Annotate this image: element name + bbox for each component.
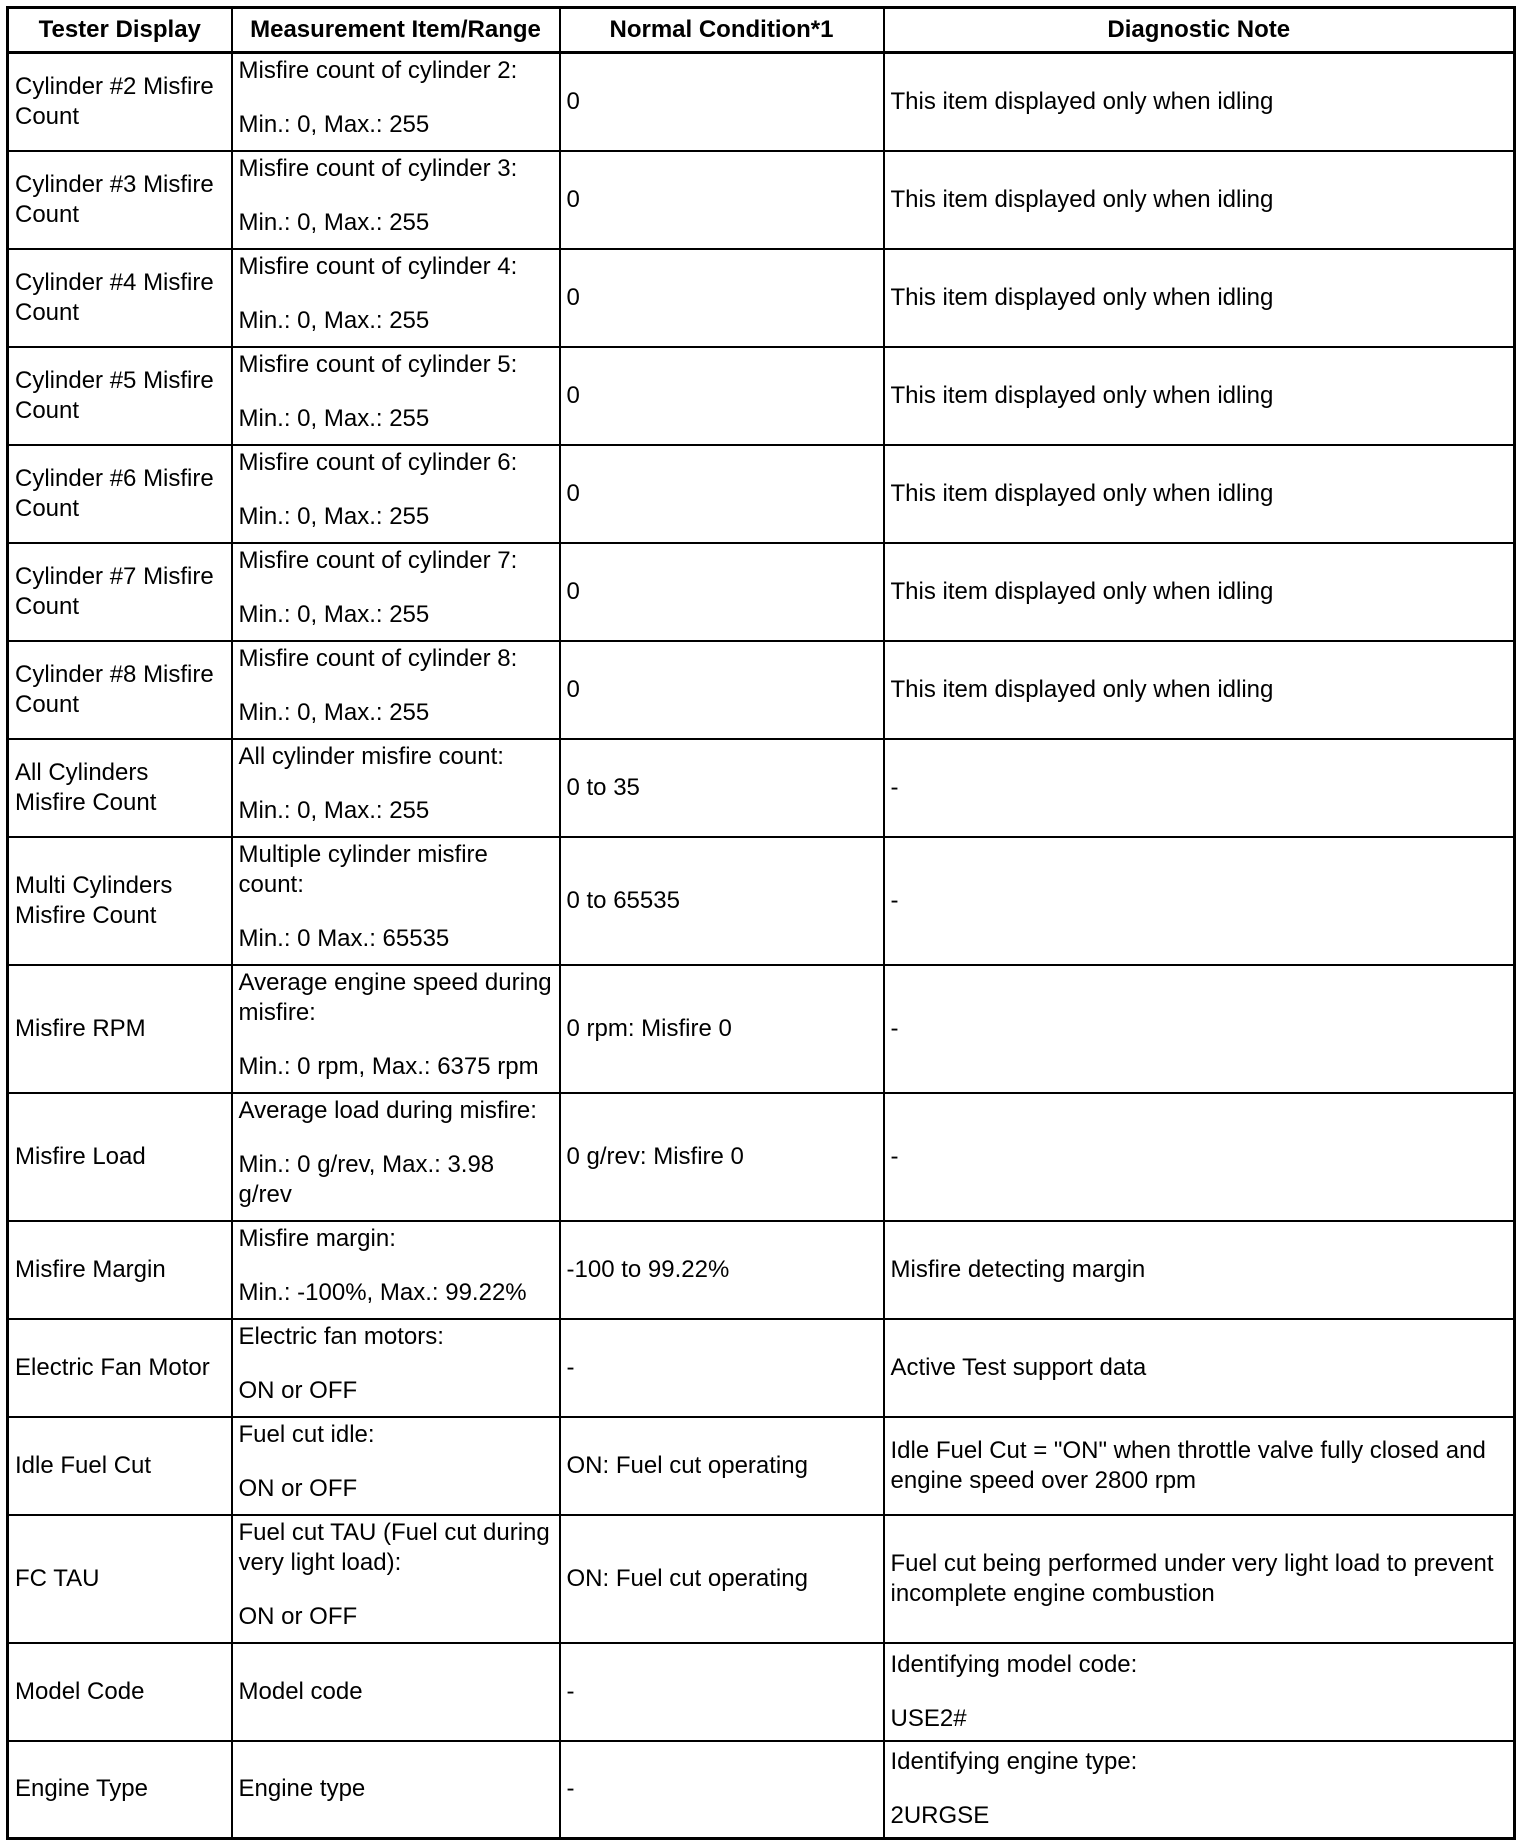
- line-gap: [239, 576, 553, 600]
- line-gap: [239, 1126, 553, 1150]
- line-gap: [891, 1777, 1508, 1801]
- cell-diagnostic-note: [884, 641, 1515, 739]
- range-line: Min.: 0, Max.: 255: [238, 306, 430, 334]
- range-line: Fuel cut idle:: [238, 1420, 375, 1448]
- range-line: Min.: 0 g/rev, Max.: 3.98 g/rev: [238, 1150, 495, 1208]
- cell-diagnostic-note: [884, 965, 1515, 1093]
- table-row: [8, 347, 1515, 445]
- line-gap: [239, 184, 553, 208]
- range-line: Misfire count of cylinder 8:: [238, 644, 518, 672]
- cell-tester-display: Cylinder #7 Misfire Count: [8, 543, 232, 641]
- range-line: All cylinder misfire count:: [238, 742, 504, 770]
- range-line: Average load during misfire:: [238, 1096, 537, 1124]
- range-line: Misfire count of cylinder 4:: [238, 252, 518, 280]
- line-gap: [239, 282, 553, 306]
- cell-tester-display: Cylinder #5 Misfire Count: [8, 347, 232, 445]
- cell-measurement-range: [232, 739, 560, 837]
- cell-normal-condition: 0: [560, 445, 884, 543]
- range-line: Min.: 0, Max.: 255: [238, 698, 430, 726]
- range-line: Min.: 0, Max.: 255: [238, 502, 430, 530]
- table-row: [8, 1093, 1515, 1221]
- range-line: Min.: 0, Max.: 255: [238, 600, 430, 628]
- cell-tester-display: Cylinder #8 Misfire Count: [8, 641, 232, 739]
- note-line: Identifying engine type:: [890, 1748, 1138, 1776]
- line-gap: [239, 1028, 553, 1052]
- cell-measurement-range: [232, 837, 560, 965]
- note-line: -: [890, 1142, 899, 1170]
- line-gap: [239, 1352, 553, 1376]
- cell-diagnostic-note: [884, 347, 1515, 445]
- cell-normal-condition: 0: [560, 151, 884, 249]
- table-row: [8, 53, 1515, 151]
- cell-diagnostic-note: [884, 1741, 1515, 1839]
- header-diagnostic-note: Diagnostic Note: [884, 8, 1515, 53]
- cell-normal-condition: 0: [560, 53, 884, 151]
- cell-measurement-range: [232, 641, 560, 739]
- note-line: -: [890, 773, 899, 801]
- note-line: This item displayed only when idling: [890, 381, 1274, 409]
- cell-normal-condition: 0: [560, 641, 884, 739]
- cell-normal-condition: 0: [560, 347, 884, 445]
- cell-diagnostic-note: [884, 1643, 1515, 1741]
- range-line: ON or OFF: [238, 1376, 358, 1404]
- cell-diagnostic-note: [884, 1515, 1515, 1643]
- cell-tester-display: Misfire Margin: [8, 1221, 232, 1319]
- cell-tester-display: Cylinder #4 Misfire Count: [8, 249, 232, 347]
- cell-normal-condition: -: [560, 1643, 884, 1741]
- cell-diagnostic-note: [884, 1319, 1515, 1417]
- cell-measurement-range: [232, 1093, 560, 1221]
- cell-measurement-range: [232, 151, 560, 249]
- table-row: [8, 249, 1515, 347]
- cell-normal-condition: 0 g/rev: Misfire 0: [560, 1093, 884, 1221]
- range-line: Min.: 0 Max.: 65535: [238, 924, 450, 952]
- cell-diagnostic-note: [884, 249, 1515, 347]
- cell-measurement-range: [232, 1417, 560, 1515]
- note-line: This item displayed only when idling: [890, 577, 1274, 605]
- cell-tester-display: Cylinder #6 Misfire Count: [8, 445, 232, 543]
- range-line: Average engine speed during misfire:: [238, 968, 552, 1026]
- range-line: Misfire count of cylinder 5:: [238, 350, 518, 378]
- table-row: [8, 965, 1515, 1093]
- range-line: Min.: 0, Max.: 255: [238, 208, 430, 236]
- range-line: Misfire count of cylinder 6:: [238, 448, 518, 476]
- header-normal-condition: Normal Condition*1: [560, 8, 884, 53]
- table-row: [8, 445, 1515, 543]
- table-row: [8, 641, 1515, 739]
- cell-tester-display: Idle Fuel Cut: [8, 1417, 232, 1515]
- cell-measurement-range: [232, 53, 560, 151]
- note-line: Idle Fuel Cut = "ON" when throttle valve fully closed and engine speed over 2800 rpm: [890, 1436, 1486, 1494]
- cell-tester-display: Electric Fan Motor: [8, 1319, 232, 1417]
- cell-measurement-range: [232, 249, 560, 347]
- cell-diagnostic-note: [884, 543, 1515, 641]
- line-gap: [239, 674, 553, 698]
- cell-diagnostic-note: [884, 445, 1515, 543]
- note-line: 2URGSE: [890, 1802, 990, 1830]
- line-gap: [891, 1680, 1508, 1704]
- cell-measurement-range: [232, 543, 560, 641]
- header-measurement: Measurement Item/Range: [232, 8, 560, 53]
- table-row: [8, 739, 1515, 837]
- table-row: [8, 1741, 1515, 1839]
- note-line: -: [890, 886, 899, 914]
- range-line: Misfire margin:: [238, 1224, 396, 1252]
- cell-tester-display: Multi Cylinders Misfire Count: [8, 837, 232, 965]
- cell-diagnostic-note: [884, 739, 1515, 837]
- range-line: Multiple cylinder misfire count:: [238, 840, 488, 898]
- cell-measurement-range: [232, 1643, 560, 1741]
- cell-measurement-range: [232, 445, 560, 543]
- line-gap: [239, 478, 553, 502]
- note-line: This item displayed only when idling: [890, 87, 1274, 115]
- note-line: Identifying model code:: [890, 1650, 1138, 1678]
- range-line: Fuel cut TAU (Fuel cut during very light load):: [238, 1518, 550, 1576]
- table-row: [8, 1515, 1515, 1643]
- cell-diagnostic-note: [884, 1417, 1515, 1515]
- cell-tester-display: Misfire Load: [8, 1093, 232, 1221]
- table-row: [8, 1221, 1515, 1319]
- range-line: Model code: [238, 1677, 363, 1705]
- cell-tester-display: Cylinder #2 Misfire Count: [8, 53, 232, 151]
- cell-tester-display: Misfire RPM: [8, 965, 232, 1093]
- cell-tester-display: Engine Type: [8, 1741, 232, 1839]
- tester-data-table: [6, 6, 1516, 1840]
- cell-measurement-range: [232, 965, 560, 1093]
- note-line: Misfire detecting margin: [890, 1255, 1146, 1283]
- range-line: Min.: 0, Max.: 255: [238, 404, 430, 432]
- cell-tester-display: All Cylinders Misfire Count: [8, 739, 232, 837]
- line-gap: [239, 1450, 553, 1474]
- range-line: Min.: 0 rpm, Max.: 6375 rpm: [238, 1052, 539, 1080]
- cell-normal-condition: 0 to 35: [560, 739, 884, 837]
- range-line: Min.: 0, Max.: 255: [238, 796, 430, 824]
- cell-normal-condition: ON: Fuel cut operating: [560, 1417, 884, 1515]
- range-line: Min.: 0, Max.: 255: [238, 111, 430, 138]
- cell-measurement-range: [232, 1221, 560, 1319]
- range-line: ON or OFF: [238, 1474, 358, 1502]
- cell-diagnostic-note: [884, 1221, 1515, 1319]
- table-row: [8, 1417, 1515, 1515]
- table-row: [8, 151, 1515, 249]
- cell-normal-condition: 0 to 65535: [560, 837, 884, 965]
- note-line: This item displayed only when idling: [890, 185, 1274, 213]
- header-row: [8, 8, 1515, 53]
- cell-normal-condition: 0: [560, 543, 884, 641]
- range-line: Electric fan motors:: [238, 1322, 444, 1350]
- line-gap: [239, 772, 553, 796]
- cell-normal-condition: -: [560, 1741, 884, 1839]
- cell-tester-display: Cylinder #3 Misfire Count: [8, 151, 232, 249]
- cell-tester-display: Model Code: [8, 1643, 232, 1741]
- cell-normal-condition: 0 rpm: Misfire 0: [560, 965, 884, 1093]
- cell-diagnostic-note: [884, 151, 1515, 249]
- cell-measurement-range: [232, 1741, 560, 1839]
- line-gap: [239, 380, 553, 404]
- line-gap: [239, 1254, 553, 1278]
- table-row: [8, 837, 1515, 965]
- cell-diagnostic-note: [884, 1093, 1515, 1221]
- cell-normal-condition: 0: [560, 249, 884, 347]
- cell-measurement-range: [232, 1319, 560, 1417]
- range-line: Misfire count of cylinder 3:: [238, 154, 518, 182]
- note-line: -: [890, 1014, 899, 1042]
- table-row: [8, 1319, 1515, 1417]
- cell-measurement-range: [232, 347, 560, 445]
- range-line: Misfire count of cylinder 2:: [238, 57, 518, 84]
- table-row: [8, 543, 1515, 641]
- range-line: Engine type: [238, 1775, 366, 1803]
- line-gap: [239, 900, 553, 924]
- note-line: Active Test support data: [890, 1353, 1147, 1381]
- note-line: This item displayed only when idling: [890, 675, 1274, 703]
- line-gap: [239, 1578, 553, 1602]
- note-line: Fuel cut being performed under very light load to prevent incomplete engine combustion: [890, 1549, 1494, 1607]
- cell-diagnostic-note: [884, 837, 1515, 965]
- note-line: This item displayed only when idling: [890, 479, 1274, 507]
- range-line: Min.: -100%, Max.: 99.22%: [238, 1278, 527, 1306]
- cell-normal-condition: -100 to 99.22%: [560, 1221, 884, 1319]
- line-gap: [239, 86, 553, 110]
- cell-tester-display: FC TAU: [8, 1515, 232, 1643]
- cell-diagnostic-note: [884, 53, 1515, 151]
- header-tester-display: Tester Display: [8, 8, 232, 53]
- cell-normal-condition: -: [560, 1319, 884, 1417]
- table-row: [8, 1643, 1515, 1741]
- range-line: ON or OFF: [238, 1602, 358, 1630]
- cell-measurement-range: [232, 1515, 560, 1643]
- note-line: USE2#: [890, 1704, 967, 1732]
- range-line: Misfire count of cylinder 7:: [238, 546, 518, 574]
- cell-normal-condition: ON: Fuel cut operating: [560, 1515, 884, 1643]
- note-line: This item displayed only when idling: [890, 283, 1274, 311]
